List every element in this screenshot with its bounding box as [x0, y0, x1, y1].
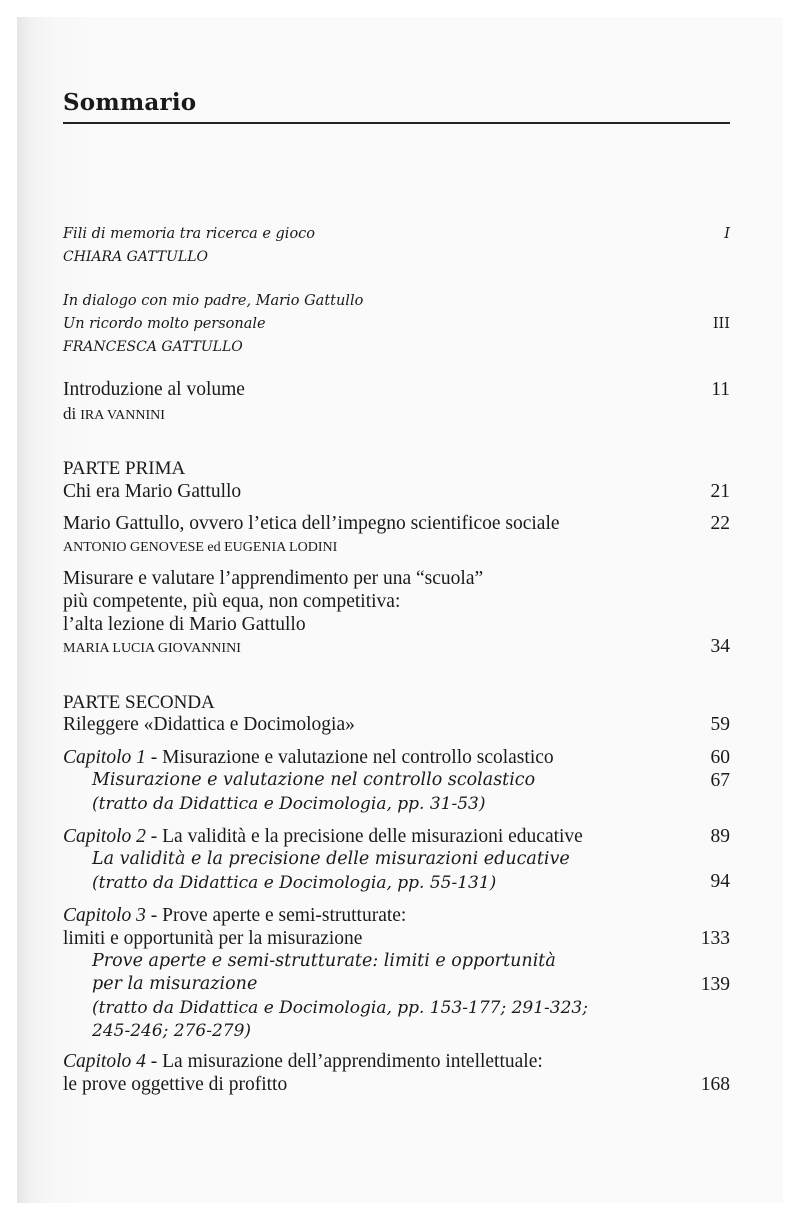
toc-entry-dialogo-author: FRANCESCA GATTULLO: [63, 339, 243, 355]
toc-entry-intro-page: 11: [711, 379, 730, 400]
toc-chapter-2-title[interactable]: [63, 826, 583, 848]
toc-chapter-3-sub-2[interactable]: per la misurazione: [92, 974, 258, 994]
chapter-title: Misurazione e valutazione nel controllo scolastico: [162, 747, 554, 768]
toc-entry-fili-author: CHIARA GATTULLO: [63, 249, 208, 265]
toc-chapter-3-source-2: 245-246; 276-279): [92, 1021, 252, 1041]
toc-chapter-3-sub-1[interactable]: Prove aperte e semi-strutturate: limiti e opportunità: [92, 951, 556, 971]
toc-chapter-3-source-1: (tratto da Didattica e Docimologia, pp. 153-177; 291-323;: [92, 998, 588, 1018]
toc-chapter-2-page: 89: [710, 826, 730, 847]
chapter-label: Capitolo 4: [63, 1051, 146, 1072]
toc-chapter-1-source: (tratto da Didattica e Docimologia, pp. 31-53): [92, 794, 486, 814]
chapter-label: Capitolo 2: [63, 826, 146, 847]
page-title: Sommario: [63, 89, 197, 116]
chapter-title: La misurazione dell’apprendimento intellettuale:: [162, 1051, 543, 1072]
toc-chapter-3-page: 133: [700, 928, 730, 949]
toc-entry-giovannini-line1[interactable]: Misurare e valutare l’apprendimento per una “scuola”: [63, 568, 484, 589]
part-title-seconda-page: 59: [710, 714, 730, 735]
part-label-seconda: PARTE SECONDA: [63, 692, 215, 713]
toc-entry-fili-title[interactable]: Fili di memoria tra ricerca e gioco: [63, 226, 316, 242]
toc-entry-giovannini-line3[interactable]: l’alta lezione di Mario Gattullo: [63, 614, 306, 635]
author-prefix: di: [63, 404, 77, 423]
toc-entry-intro-title[interactable]: Introduzione al volume: [63, 379, 245, 400]
toc-entry-genovese-page: 22: [710, 513, 730, 534]
toc-entry-dialogo-title-1[interactable]: In dialogo con mio padre, Mario Gattullo: [63, 293, 364, 309]
toc-entry-giovannini-line2[interactable]: più competente, più equa, non competitiva:: [63, 591, 401, 612]
toc-chapter-1-sub[interactable]: Misurazione e valutazione nel controllo scolastico: [92, 770, 536, 790]
toc-chapter-2-sub-page: 94: [710, 871, 730, 892]
toc-chapter-4-page: 168: [700, 1074, 730, 1095]
toc-entry-giovannini-author: MARIA LUCIA GIOVANNINI: [63, 641, 241, 656]
separator: -: [145, 905, 163, 926]
toc-chapter-3-title-2[interactable]: limiti e opportunità per la misurazione: [63, 928, 363, 949]
toc-chapter-4-title-1[interactable]: [63, 1051, 543, 1073]
chapter-label: Capitolo 1: [63, 747, 146, 768]
toc-entry-giovannini-page: 34: [710, 636, 730, 657]
separator: -: [145, 747, 163, 768]
toc-entry-dialogo-title-2[interactable]: Un ricordo molto personale: [63, 316, 266, 332]
chapter-title: Prove aperte e semi-strutturate:: [162, 905, 407, 926]
toc-entry-intro-author: IRA VANNINI: [80, 408, 165, 423]
toc-chapter-4-title-2[interactable]: le prove oggettive di profitto: [63, 1074, 288, 1095]
part-title-seconda[interactable]: Rileggere «Didattica e Docimologia»: [63, 714, 355, 735]
toc-chapter-2-source: (tratto da Didattica e Docimologia, pp. 55-131): [92, 873, 497, 893]
toc-chapter-1-sub-page: 67: [710, 770, 730, 791]
toc-chapter-1-page: 60: [710, 747, 730, 768]
toc-entry-dialogo-page: III: [712, 316, 730, 332]
part-title-prima-page: 21: [710, 481, 730, 502]
separator: -: [145, 1051, 163, 1072]
title-rule: [63, 122, 730, 124]
toc-chapter-3-title-1[interactable]: [63, 905, 406, 927]
toc-entry-intro-author-line: [63, 404, 165, 424]
toc-entry-genovese-author: ANTONIO GENOVESE ed EUGENIA LODINI: [63, 540, 338, 555]
toc-entry-genovese-title[interactable]: Mario Gattullo, ovvero l’etica dell’impegno scientificoe sociale: [63, 513, 560, 534]
chapter-label: Capitolo 3: [63, 905, 146, 926]
toc-chapter-3-sub-page: 139: [700, 974, 730, 995]
chapter-title: La validità e la precisione delle misurazioni educative: [162, 826, 583, 847]
toc-entry-fili-page: I: [724, 226, 730, 242]
separator: -: [145, 826, 163, 847]
part-title-prima[interactable]: Chi era Mario Gattullo: [63, 481, 242, 502]
toc-chapter-2-sub[interactable]: La validità e la precisione delle misurazioni educative: [92, 849, 570, 869]
toc-chapter-1-title[interactable]: [63, 747, 554, 769]
part-label-prima: PARTE PRIMA: [63, 458, 186, 479]
